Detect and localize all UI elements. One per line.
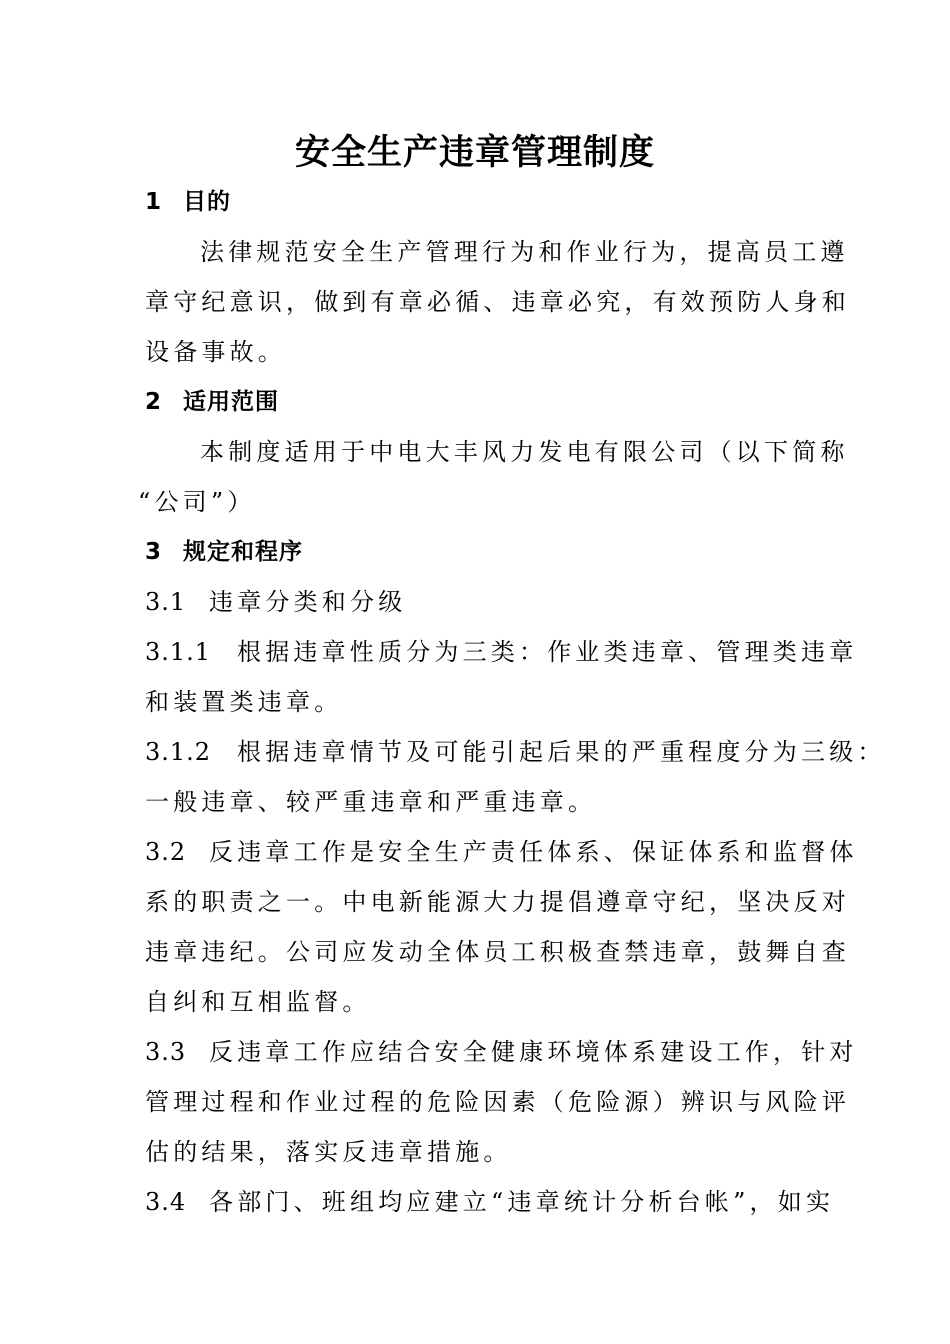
section-title: 适用范围 — [183, 389, 279, 415]
paragraph-line: 和装置类违章。 — [145, 688, 343, 716]
paragraph-line — [138, 485, 256, 519]
paragraph-line: 违章违纪。公司应发动全体员工积极查禁违章，鼓舞自查 — [145, 938, 850, 966]
paragraph-text: “公司”） — [138, 488, 256, 516]
clause-number: 3.1.1 — [145, 638, 212, 666]
paragraph-line: 估的结果，落实反违章措施。 — [145, 1138, 512, 1166]
clause-number: 3.3 — [145, 1038, 187, 1066]
clause-text: 反违章工作是安全生产责任体系、保证体系和监督体 — [209, 838, 858, 866]
clause-3-1-2 — [145, 735, 886, 769]
paragraph-line: 本制度适用于中电大丰风力发电有限公司（以下简称 — [200, 438, 849, 466]
section-number: 2 — [145, 389, 163, 415]
clause-text: 根据违章情节及可能引起后果的严重程度分为三级： — [237, 738, 886, 766]
clause-number: 3.2 — [145, 838, 187, 866]
clause-3-1 — [145, 585, 406, 619]
section-1-heading — [145, 185, 231, 219]
paragraph-line: 一般违章、较严重违章和严重违章。 — [145, 788, 597, 816]
section-number: 1 — [145, 189, 163, 215]
clause-3-3 — [145, 1035, 858, 1069]
paragraph-line: 章守纪意识，做到有章必循、违章必究，有效预防人身和 — [145, 288, 850, 316]
clause-3-2 — [145, 835, 858, 869]
paragraph-line: 自纠和互相监督。 — [145, 988, 371, 1016]
section-2-heading — [145, 385, 279, 419]
section-number: 3 — [145, 539, 163, 565]
paragraph-line: 管理过程和作业过程的危险因素（危险源）辨识与风险评 — [145, 1088, 850, 1116]
section-3-heading — [145, 535, 303, 569]
section-title: 规定和程序 — [183, 539, 303, 565]
clause-text: 根据违章性质分为三类：作业类违章、管理类违章 — [237, 638, 858, 666]
clause-number: 3.4 — [145, 1188, 187, 1216]
clause-3-4 — [145, 1185, 834, 1219]
clause-number: 3.1 — [145, 588, 187, 616]
paragraph-line: 系的职责之一。中电新能源大力提倡遵章守纪，坚决反对 — [145, 888, 850, 916]
document-title: 安全生产违章管理制度 — [294, 133, 655, 173]
clause-text: 违章分类和分级 — [209, 588, 407, 616]
paragraph-line: 设备事故。 — [145, 338, 286, 366]
clause-3-1-1 — [145, 635, 857, 669]
paragraph-line: 法律规范安全生产管理行为和作业行为，提高员工遵 — [200, 238, 849, 266]
clause-text: 反违章工作应结合安全健康环境体系建设工作，针对 — [209, 1038, 858, 1066]
section-title: 目的 — [183, 189, 231, 215]
clause-number: 3.1.2 — [145, 738, 212, 766]
clause-text: 各部门、班组均应建立“违章统计分析台帐”，如实 — [209, 1188, 835, 1216]
